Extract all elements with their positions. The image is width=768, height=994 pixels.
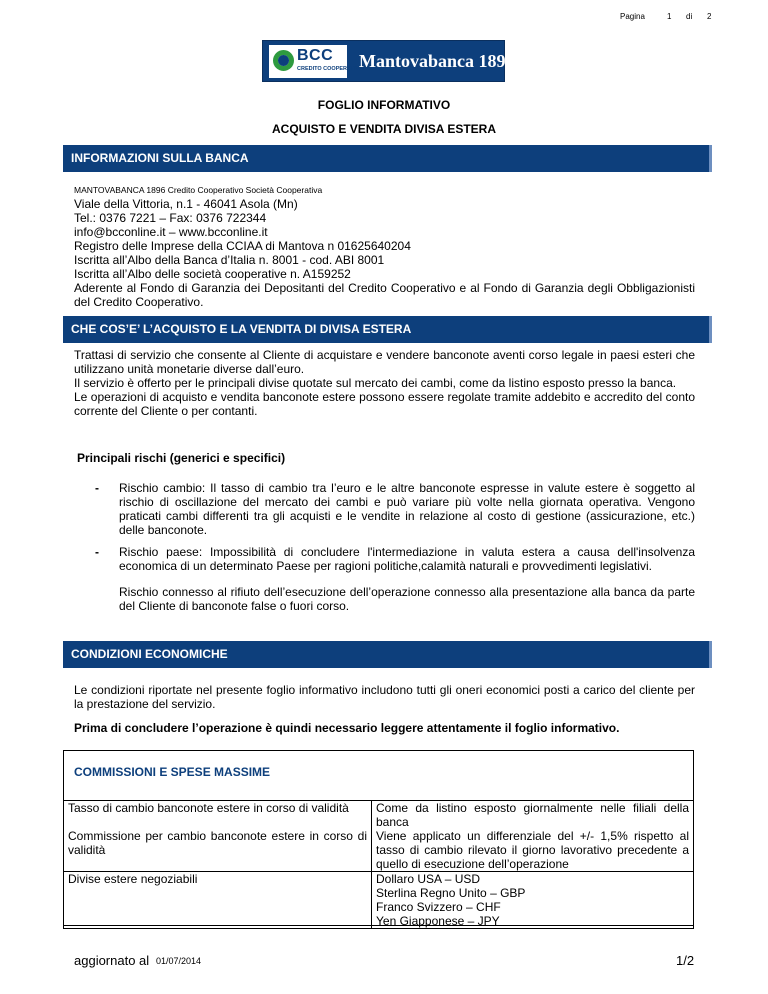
section-heading-what-is: CHE COS’E’ L’ACQUISTO E LA VENDITA DI DIVISA ESTERA	[63, 316, 712, 343]
conditions-p2: Prima di concludere l’operazione è quindi necessario leggere attentamente il foglio informativo.	[74, 721, 620, 735]
bank-albo: Iscritta all’Albo della Banca d’Italia n. 8001 - cod. ABI 8001	[74, 253, 385, 267]
bcc-circle-inner	[278, 55, 289, 66]
table-cell-value: Come da listino esposto giornalmente nelle filiali della banca	[372, 801, 694, 830]
what-is-p1: Trattasi di servizio che consente al Cliente di acquistare e vendere banconote aventi corso legale in paesi esteri che utilizzano unità monetarie diverse dall’euro.	[74, 348, 695, 376]
risks-title: Principali rischi (generici e specifici)	[77, 451, 286, 465]
bank-registry: Registro delle Imprese della CCIAA di Mantova n 01625640204	[74, 239, 411, 253]
section-heading-conditions: CONDIZIONI ECONOMICHE	[63, 641, 712, 668]
what-is-text	[74, 348, 695, 418]
risk3-text: Rischio connesso al rifiuto dell’esecuzione dell’operazione connesso alla presentazione alla banca da parte del Cliente di banconote false o fuori corso.	[119, 585, 695, 613]
table-cell-label: Tasso di cambio banconote estere in corso di validità	[64, 801, 372, 830]
commissions-heading: COMMISSIONI E SPESE MASSIME	[74, 765, 271, 779]
table-cell-currencies	[372, 872, 694, 929]
currency-gbp: Sterlina Regno Unito – GBP	[376, 886, 526, 900]
what-is-p2: Il servizio è offerto per le principali divise quotate sul mercato dei cambi, come da listino esposto presso la banca.	[74, 376, 677, 390]
page-label: Pagina	[620, 12, 645, 21]
bcc-badge	[269, 45, 364, 78]
risk1-bullet: -	[95, 481, 99, 495]
bank-logo	[262, 40, 515, 82]
page-of: di	[686, 12, 693, 21]
section-heading-bank-info: INFORMAZIONI SULLA BANCA	[63, 145, 712, 172]
risk2-bullet: -	[95, 545, 99, 559]
page-number: 1	[667, 12, 672, 21]
table-row	[64, 829, 694, 872]
what-is-p3: Le operazioni di acquisto e vendita banconote estere possono essere regolate tramite addebito e accredito del conto corrente del Cliente o per contanti.	[74, 390, 695, 418]
bank-address: Viale della Vittoria, n.1 - 46041 Asola (Mn)	[74, 197, 298, 211]
bank-contacts: info@bcconline.it – www.bcconline.it	[74, 225, 268, 239]
table-cell-value: Viene applicato un differenziale del +/- 1,5% rispetto al tasso di cambio rilevato il giorno lavorativo precedente a quello di esecuzione dell’operazione	[372, 829, 694, 872]
conditions-p1: Le condizioni riportate nel presente foglio informativo includono tutti gli oneri economici posti a carico del cliente per la prestazione del servizio.	[74, 683, 695, 711]
currency-usd: Dollaro USA – USD	[376, 872, 481, 886]
risk2-text: Rischio paese: Impossibilità di concludere l'intermediazione in valuta estera a causa dell'insolvenza economica di un determinato Paese per ragioni politiche,calamità naturali e provvedimenti legislativi.	[119, 545, 695, 573]
bank-phone: Tel.: 0376 7221 – Fax: 0376 722344	[74, 211, 267, 225]
footer-page: 1/2	[676, 953, 695, 968]
page-total: 2	[707, 12, 712, 21]
table-row	[64, 872, 694, 929]
currency-chf: Franco Svizzero – CHF	[376, 900, 501, 914]
document-title: FOGLIO INFORMATIVO	[317, 98, 451, 112]
document-subtitle: ACQUISTO E VENDITA DIVISA ESTERA	[271, 122, 497, 136]
footer-updated-label: aggiornato al	[74, 953, 150, 968]
footer-date: 01/07/2014	[156, 956, 202, 966]
bank-logo-name: Mantovabanca 1896	[359, 51, 515, 71]
commissions-table	[63, 800, 694, 929]
bank-coop-albo: Iscritta all’Albo delle società cooperative n. A159252	[74, 267, 351, 281]
table-cell-label: Divise estere negoziabili	[64, 872, 372, 929]
bank-fund: Aderente al Fondo di Garanzia dei Depositanti del Credito Cooperativo e al Fondo di Garanzia degli Obbligazionisti del Credito Cooperativo.	[74, 281, 695, 309]
bank-legal-name: MANTOVABANCA 1896 Credito Cooperativo Società Cooperativa	[74, 185, 323, 195]
table-cell-label: Commissione per cambio banconote estere in corso di validità	[64, 829, 372, 872]
risk1-text: Rischio cambio: Il tasso di cambio tra l’euro e le altre banconote espresse in valute estere è soggetto al rischio di oscillazione del mercato dei cambi e può variare più volte nella giornata operativa. Vengono praticati cambi differenti tra gli acquisti e le vendite in relazione al costo di gestione (assicurazione, etc.) delle banconote.	[119, 481, 695, 537]
table-row	[64, 801, 694, 830]
bcc-subtext: CREDITO COOPERATIVO	[297, 66, 364, 72]
currency-jpy: Yen Giapponese – JPY	[376, 914, 500, 928]
bank-info-block	[74, 183, 695, 309]
bcc-text: BCC	[297, 47, 334, 64]
